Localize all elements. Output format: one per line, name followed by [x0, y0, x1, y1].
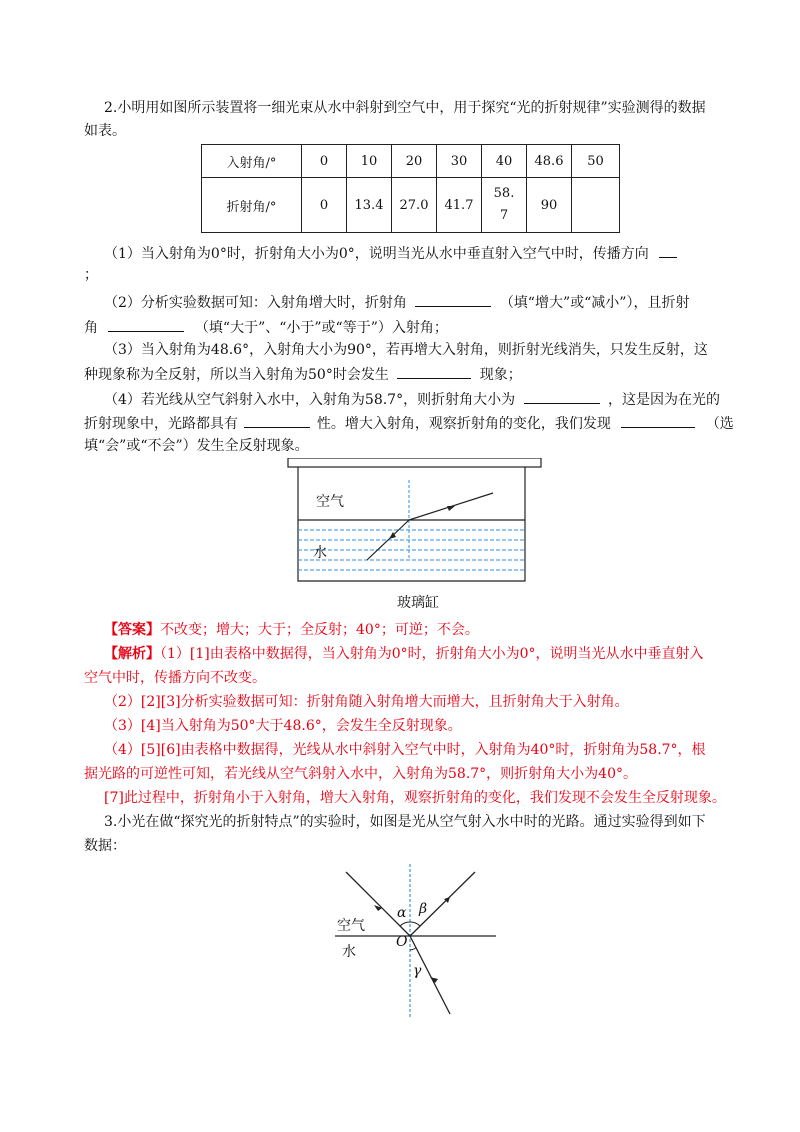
q2-part4-text-d: 性。增大入射角，观察折射角的变化，我们发现 [316, 416, 611, 432]
table-cell-value-wrap: 7 [499, 208, 509, 223]
tank-lid [288, 458, 541, 467]
label-o: O [396, 934, 408, 950]
table-cell: 41.7 [437, 178, 482, 233]
table-row [202, 178, 620, 233]
fig2-water-label: 水 [342, 944, 356, 960]
table-cell: 48.6 [527, 145, 572, 178]
q2-part2-text-d: （填“大于”、“小于”或“等于”）入射角； [194, 320, 448, 336]
table-cell: 30 [437, 145, 482, 178]
analysis-line-5: （4）[5][6]由表格中数据得，光线从水中斜射入空气中时，入射角为40°时，折射角为58.7°，根 [104, 742, 706, 758]
q2-part4-text-e: （选 [705, 416, 734, 432]
analysis-line-3: （2）[2][3]分析实验数据可知：折射角随入射角增大而增大，且折射角大于入射角。 [104, 694, 629, 710]
answer-blank [524, 389, 600, 404]
table-cell [572, 178, 620, 233]
fig1-caption: 玻璃缸 [397, 595, 439, 611]
q2-part1-text: （1）当入射角为0°时，折射角大小为0°，说明当光从水中垂直射入空气中时，传播方向 [104, 246, 649, 262]
q3-intro-line-2: 数据： [84, 838, 126, 854]
refraction-data-table [201, 144, 620, 233]
q2-intro-line-2: 如表。 [84, 123, 126, 139]
table-cell: 40 [482, 145, 527, 178]
analysis-line-7: [7]此过程中，折射角小于入射角，增大入射角，观察折射角的变化，我们发现不会发生全反射现象。 [104, 790, 726, 806]
q2-part3-text-c: 现象； [479, 367, 522, 383]
q2-part4-text-b: ，这是因为在光的 [607, 392, 720, 408]
analysis-line-6: 据光路的可逆性可知，若光线从空气斜射入水中，入射角为58.7°，则折射角大小为40°。 [84, 766, 637, 782]
table-header-refraction: 折射角/° [202, 178, 302, 233]
q2-part4-line-1 [104, 389, 720, 409]
q2-part3-line-1: （3）当入射角为48.6°，入射角大小为90°，若再增大入射角，则折射光线消失，只发生反射，这 [104, 342, 708, 358]
q2-part4-text-a: （4）若光线从空气斜射入水中，入射角为58.7°，则折射角大小为 [104, 392, 516, 408]
fig1-water-label: 水 [313, 545, 327, 561]
q2-part1-line [104, 243, 677, 263]
label-alpha: α [397, 905, 407, 921]
table-cell [482, 178, 527, 233]
q2-part3-text-b: 种现象称为全反射，所以当入射角为50°时会发生 [84, 367, 389, 383]
q2-part2-line-2 [84, 317, 448, 337]
table-cell: 10 [347, 145, 392, 178]
analysis-line-2: 空气中时，传播方向不改变。 [84, 670, 266, 686]
q2-part4-line-3: 填“会”或“不会”）发生全反射现象。 [84, 438, 309, 454]
fig1-air-label: 空气 [316, 494, 344, 510]
answer-text: 不改变；增大；大于；全反射；40°；可逆；不会。 [160, 622, 479, 638]
angle-arc-gamma [410, 948, 416, 950]
analysis-p1-a: （1）[1]由表格中数据得，当入射角为0°时，折射角大小为0°，说明当光从水中垂直射入 [160, 646, 704, 662]
q2-part1-end: ； [84, 267, 98, 283]
q3-intro-line-1: 3.小光在做“探究光的折射特点”的实验时，如图是光从空气射入水中时的光路。通过实验得到如下 [104, 814, 706, 830]
table-cell-value: 58. [493, 186, 515, 201]
q2-part2-text-c: 角 [84, 320, 98, 336]
q2-intro-line-1: 2.小明用如图所示装置将一细光束从水中斜射到空气中，用于探究“光的折射规律”实验测得的数据 [104, 100, 706, 116]
q2-part2-line-1 [104, 292, 689, 312]
q2-part2-text-b: （填“增大”或“减小”），且折射 [499, 295, 690, 311]
analysis-line-1 [104, 645, 704, 663]
table-cell: 27.0 [392, 178, 437, 233]
label-beta: β [419, 901, 428, 917]
table-row [202, 145, 620, 178]
angle-arc-beta [410, 922, 420, 926]
answer-blank [244, 413, 310, 428]
table-header-incidence: 入射角/° [202, 145, 302, 178]
tank-walls [298, 467, 525, 581]
q2-part4-line-2 [84, 413, 734, 433]
q2-part2-text-a: （2）分析实验数据可知：入射角增大时，折射角 [104, 295, 407, 311]
answer-label: 【答案】 [104, 622, 160, 638]
label-gamma: γ [413, 963, 422, 979]
answer-line [104, 621, 479, 639]
table-cell: 13.4 [347, 178, 392, 233]
glass-tank-figure [285, 458, 547, 608]
answer-blank [659, 243, 677, 258]
q2-part4-text-c: 折射现象中，光路都具有 [84, 416, 238, 432]
q2-part3-line-2 [84, 364, 522, 384]
analysis-label: 【解析】 [104, 646, 160, 662]
answer-blank [397, 364, 471, 379]
table-cell: 90 [527, 178, 572, 233]
table-cell: 50 [572, 145, 620, 178]
answer-blank [621, 413, 695, 428]
table-cell: 20 [392, 145, 437, 178]
refracted-arrow-icon [447, 506, 455, 511]
answer-blank [108, 317, 184, 332]
analysis-line-4: （3）[4]当入射角为50°大于48.6°，会发生全反射现象。 [104, 718, 462, 734]
table-cell: 0 [302, 145, 347, 178]
angle-arc-alpha [400, 922, 410, 926]
answer-blank [415, 292, 491, 307]
table-cell: 0 [302, 178, 347, 233]
fig2-air-label: 空气 [337, 918, 365, 934]
